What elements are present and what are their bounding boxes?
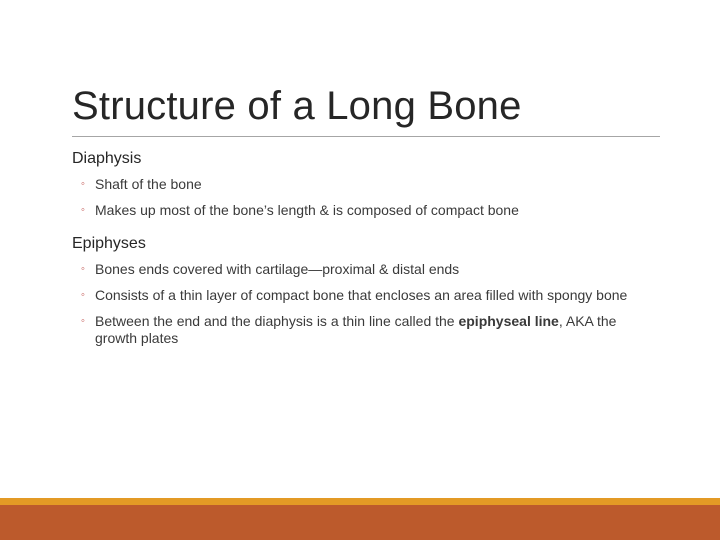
bullet-item: [72, 176, 652, 193]
bullet-circle-icon: ◦: [81, 315, 85, 327]
slide-title: Structure of a Long Bone: [72, 84, 522, 128]
bullet-circle-icon: ◦: [81, 178, 85, 190]
bullet-text-after: , AKA the growth plates: [95, 313, 617, 346]
bullet-item: [72, 287, 652, 304]
bullet-text: Shaft of the bone: [95, 176, 202, 192]
footer-bar: [0, 505, 720, 540]
bullet-item: [72, 313, 652, 347]
title-divider: [72, 136, 660, 137]
bullet-text: [95, 313, 616, 346]
bullet-item: [72, 202, 652, 219]
section-epiphyses: [72, 233, 652, 347]
bullet-item: [72, 261, 652, 278]
bullet-list: [72, 176, 652, 219]
bullet-text: Bones ends covered with cartilage—proximal & distal ends: [95, 261, 460, 277]
section-heading: Epiphyses: [72, 235, 146, 252]
bullet-text: Makes up most of the bone’s length & is composed of compact bone: [95, 202, 519, 218]
bullet-circle-icon: ◦: [81, 289, 85, 301]
bullet-circle-icon: ◦: [81, 263, 85, 275]
bullet-text-before: Between the end and the diaphysis is a thin line called the: [95, 313, 459, 329]
footer-accent-stripe: [0, 498, 720, 505]
bullet-circle-icon: ◦: [81, 204, 85, 216]
section-heading: Diaphysis: [72, 150, 142, 167]
bullet-text: Consists of a thin layer of compact bone that encloses an area filled with spongy bone: [95, 287, 628, 303]
slide-content: [72, 148, 652, 361]
bold-term: epiphyseal line: [458, 313, 559, 329]
bullet-list: [72, 261, 652, 347]
section-diaphysis: [72, 148, 652, 219]
